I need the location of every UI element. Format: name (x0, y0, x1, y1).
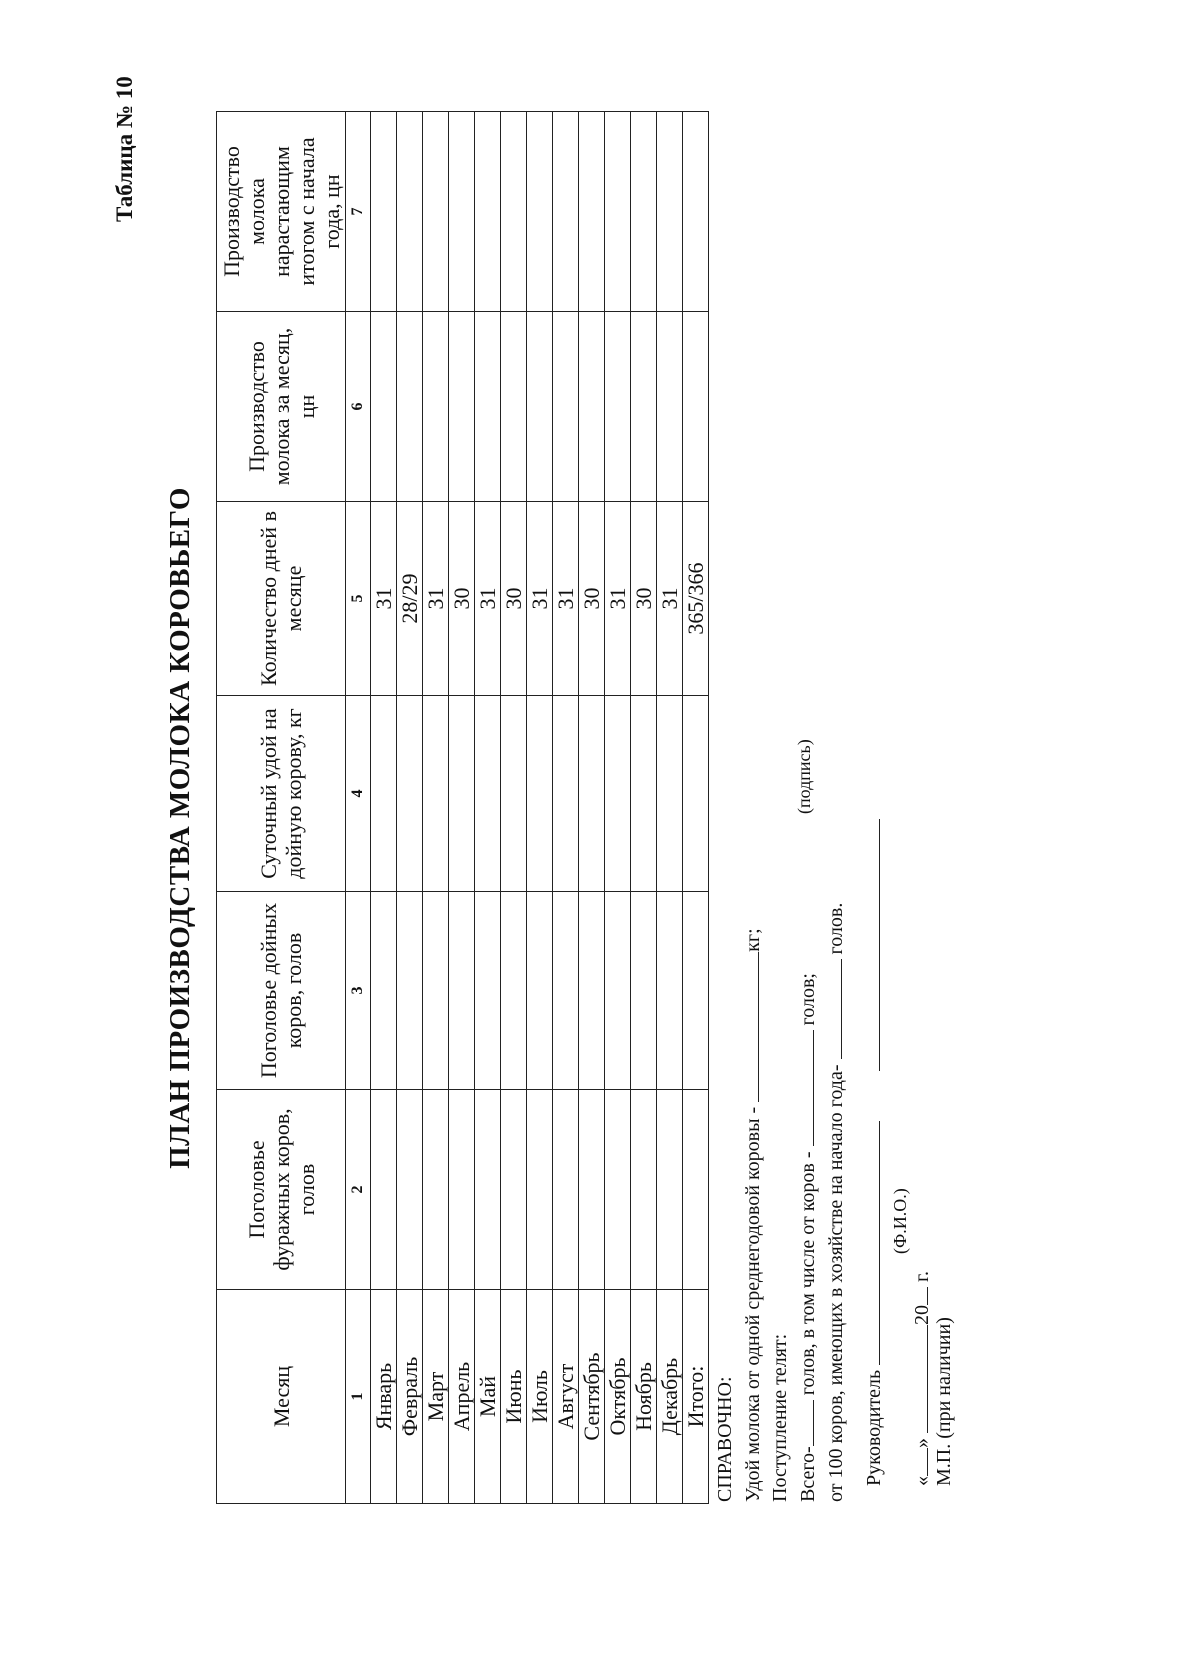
empty-cell (657, 892, 683, 1090)
notes-heading: СПРАВОЧНО: (714, 1376, 736, 1502)
table-row (579, 112, 605, 1504)
empty-cell (579, 112, 605, 312)
empty-cell (501, 312, 527, 502)
header-milking-cows: Поголовье дойных коров, голов (217, 892, 346, 1090)
table-row (501, 112, 527, 1504)
empty-cell (657, 696, 683, 892)
table-row (631, 112, 657, 1504)
header-monthly-production: Производство молока за месяц, цн (217, 312, 346, 502)
month-cell: Май (475, 1290, 501, 1504)
empty-cell (501, 892, 527, 1090)
column-number: 7 (346, 112, 371, 312)
column-number-row (346, 112, 371, 1504)
empty-cell (631, 1090, 657, 1290)
days-cell: 31 (423, 502, 449, 696)
empty-cell (579, 312, 605, 502)
empty-cell (423, 312, 449, 502)
per100-unit: голов. (825, 902, 847, 955)
days-cell: 31 (371, 502, 397, 696)
empty-cell (631, 112, 657, 312)
days-cell: 30 (501, 502, 527, 696)
empty-cell (371, 112, 397, 312)
date-close-quote: » (911, 1438, 933, 1448)
fio-blank-field[interactable] (860, 1121, 880, 1365)
days-cell: 365/366 (683, 502, 709, 696)
empty-cell (371, 312, 397, 502)
table-row (423, 112, 449, 1504)
empty-cell (449, 696, 475, 892)
empty-cell (605, 696, 631, 892)
empty-cell (475, 696, 501, 892)
empty-cell (631, 312, 657, 502)
days-cell: 30 (449, 502, 475, 696)
month-cell: Октябрь (605, 1290, 631, 1504)
empty-cell (553, 1090, 579, 1290)
yield-blank-field[interactable] (739, 952, 759, 1102)
per100-blank-field[interactable] (822, 960, 842, 1060)
month-cell: Апрель (449, 1290, 475, 1504)
empty-cell (553, 892, 579, 1090)
table-row (475, 112, 501, 1504)
document-title: ПЛАН ПРОИЗВОДСТВА МОЛОКА КОРОВЬЕГО (164, 487, 196, 1169)
empty-cell (397, 312, 423, 502)
total-label: Всего- (797, 1446, 819, 1502)
month-cell: Итого: (683, 1290, 709, 1504)
column-number: 6 (346, 312, 371, 502)
empty-cell (605, 892, 631, 1090)
days-cell: 31 (657, 502, 683, 696)
empty-cell (579, 892, 605, 1090)
empty-cell (605, 112, 631, 312)
empty-cell (579, 1090, 605, 1290)
header-days-in-month: Количество дней в месяце (217, 502, 346, 696)
column-number: 1 (346, 1290, 371, 1504)
empty-cell (527, 112, 553, 312)
table-row (553, 112, 579, 1504)
fio-caption: (Ф.И.О.) (890, 1188, 910, 1254)
calves-heading: Поступление телят: (769, 1333, 791, 1502)
header-month: Месяц (217, 1290, 346, 1504)
empty-cell (527, 696, 553, 892)
total-unit: голов; (797, 973, 819, 1026)
empty-cell (475, 1090, 501, 1290)
empty-cell (631, 696, 657, 892)
calves-from-cows-blank-field[interactable] (794, 1030, 814, 1146)
empty-cell (683, 312, 709, 502)
month-cell: Сентябрь (579, 1290, 605, 1504)
empty-cell (683, 1090, 709, 1290)
header-forage-cows: Поголовье фуражных коров, голов (217, 1090, 346, 1290)
empty-cell (397, 696, 423, 892)
empty-cell (371, 1090, 397, 1290)
empty-cell (501, 1090, 527, 1290)
column-number: 5 (346, 502, 371, 696)
table-header-row (217, 112, 346, 1504)
empty-cell (475, 312, 501, 502)
days-cell: 31 (553, 502, 579, 696)
signature-caption: (подпись) (794, 739, 814, 814)
month-cell: Декабрь (657, 1290, 683, 1504)
empty-cell (657, 112, 683, 312)
empty-cell (527, 1090, 553, 1290)
table-row (683, 112, 709, 1504)
yield-label: Удой молока от одной среднегодовой коровы - (742, 1106, 764, 1502)
month-cell: Август (553, 1290, 579, 1504)
column-number: 2 (346, 1090, 371, 1290)
column-number: 4 (346, 696, 371, 892)
empty-cell (527, 312, 553, 502)
table-row (397, 112, 423, 1504)
empty-cell (605, 1090, 631, 1290)
head-line (860, 819, 886, 1486)
days-cell: 31 (475, 502, 501, 696)
empty-cell (553, 696, 579, 892)
total-calves-blank-field[interactable] (794, 1400, 814, 1446)
month-cell: Июнь (501, 1290, 527, 1504)
empty-cell (397, 112, 423, 312)
month-blank-field[interactable] (908, 1325, 928, 1433)
column-number: 3 (346, 892, 371, 1090)
year-blank-field[interactable] (908, 1287, 928, 1305)
empty-cell (423, 1090, 449, 1290)
days-cell: 30 (579, 502, 605, 696)
day-blank-field[interactable] (908, 1448, 928, 1476)
date-line (908, 1271, 934, 1486)
empty-cell (449, 892, 475, 1090)
empty-cell (449, 1090, 475, 1290)
empty-cell (423, 112, 449, 312)
empty-cell (371, 696, 397, 892)
empty-cell (683, 112, 709, 312)
days-cell: 28/29 (397, 502, 423, 696)
date-open-quote: « (911, 1476, 933, 1486)
total-mid-text: голов, в том числе от коров - (797, 1151, 819, 1396)
empty-cell (449, 312, 475, 502)
empty-cell (501, 112, 527, 312)
empty-cell (657, 1090, 683, 1290)
empty-cell (657, 312, 683, 502)
days-cell: 30 (631, 502, 657, 696)
empty-cell (371, 892, 397, 1090)
yield-line (739, 102, 767, 1502)
empty-cell (475, 892, 501, 1090)
stamp-note: М.П. (при наличии) (933, 1317, 955, 1486)
table-row (527, 112, 553, 1504)
table-row (657, 112, 683, 1504)
empty-cell (631, 892, 657, 1090)
per100-label: от 100 коров, имеющих в хозяйстве на начало года- (825, 1064, 847, 1502)
days-cell: 31 (605, 502, 631, 696)
days-cell: 31 (527, 502, 553, 696)
header-cumulative-production: Производство молока нарастающим итогом с начала года, цн (217, 112, 346, 312)
table-row (449, 112, 475, 1504)
milk-production-plan-table (216, 111, 709, 1504)
table-number: Таблица № 10 (112, 76, 137, 222)
empty-cell (397, 1090, 423, 1290)
empty-cell (553, 312, 579, 502)
empty-cell (449, 112, 475, 312)
year-suffix: г. (911, 1271, 933, 1282)
empty-cell (501, 696, 527, 892)
yield-unit: кг; (742, 928, 764, 952)
empty-cell (553, 112, 579, 312)
month-cell: Февраль (397, 1290, 423, 1504)
empty-cell (605, 312, 631, 502)
month-cell: Январь (371, 1290, 397, 1504)
empty-cell (397, 892, 423, 1090)
reference-notes (712, 102, 850, 1502)
empty-cell (475, 112, 501, 312)
head-label: Руководитель (863, 1369, 885, 1486)
month-cell: Июль (527, 1290, 553, 1504)
table-row (605, 112, 631, 1504)
year-prefix: 20 (911, 1305, 933, 1325)
header-daily-yield: Суточный удой на дойную корову, кг (217, 696, 346, 892)
empty-cell (683, 696, 709, 892)
signature-blank-field[interactable] (860, 819, 880, 1071)
month-cell: Март (423, 1290, 449, 1504)
empty-cell (683, 892, 709, 1090)
empty-cell (423, 696, 449, 892)
table-row (371, 112, 397, 1504)
month-cell: Ноябрь (631, 1290, 657, 1504)
per100-line (822, 102, 850, 1502)
empty-cell (579, 696, 605, 892)
empty-cell (527, 892, 553, 1090)
empty-cell (423, 892, 449, 1090)
